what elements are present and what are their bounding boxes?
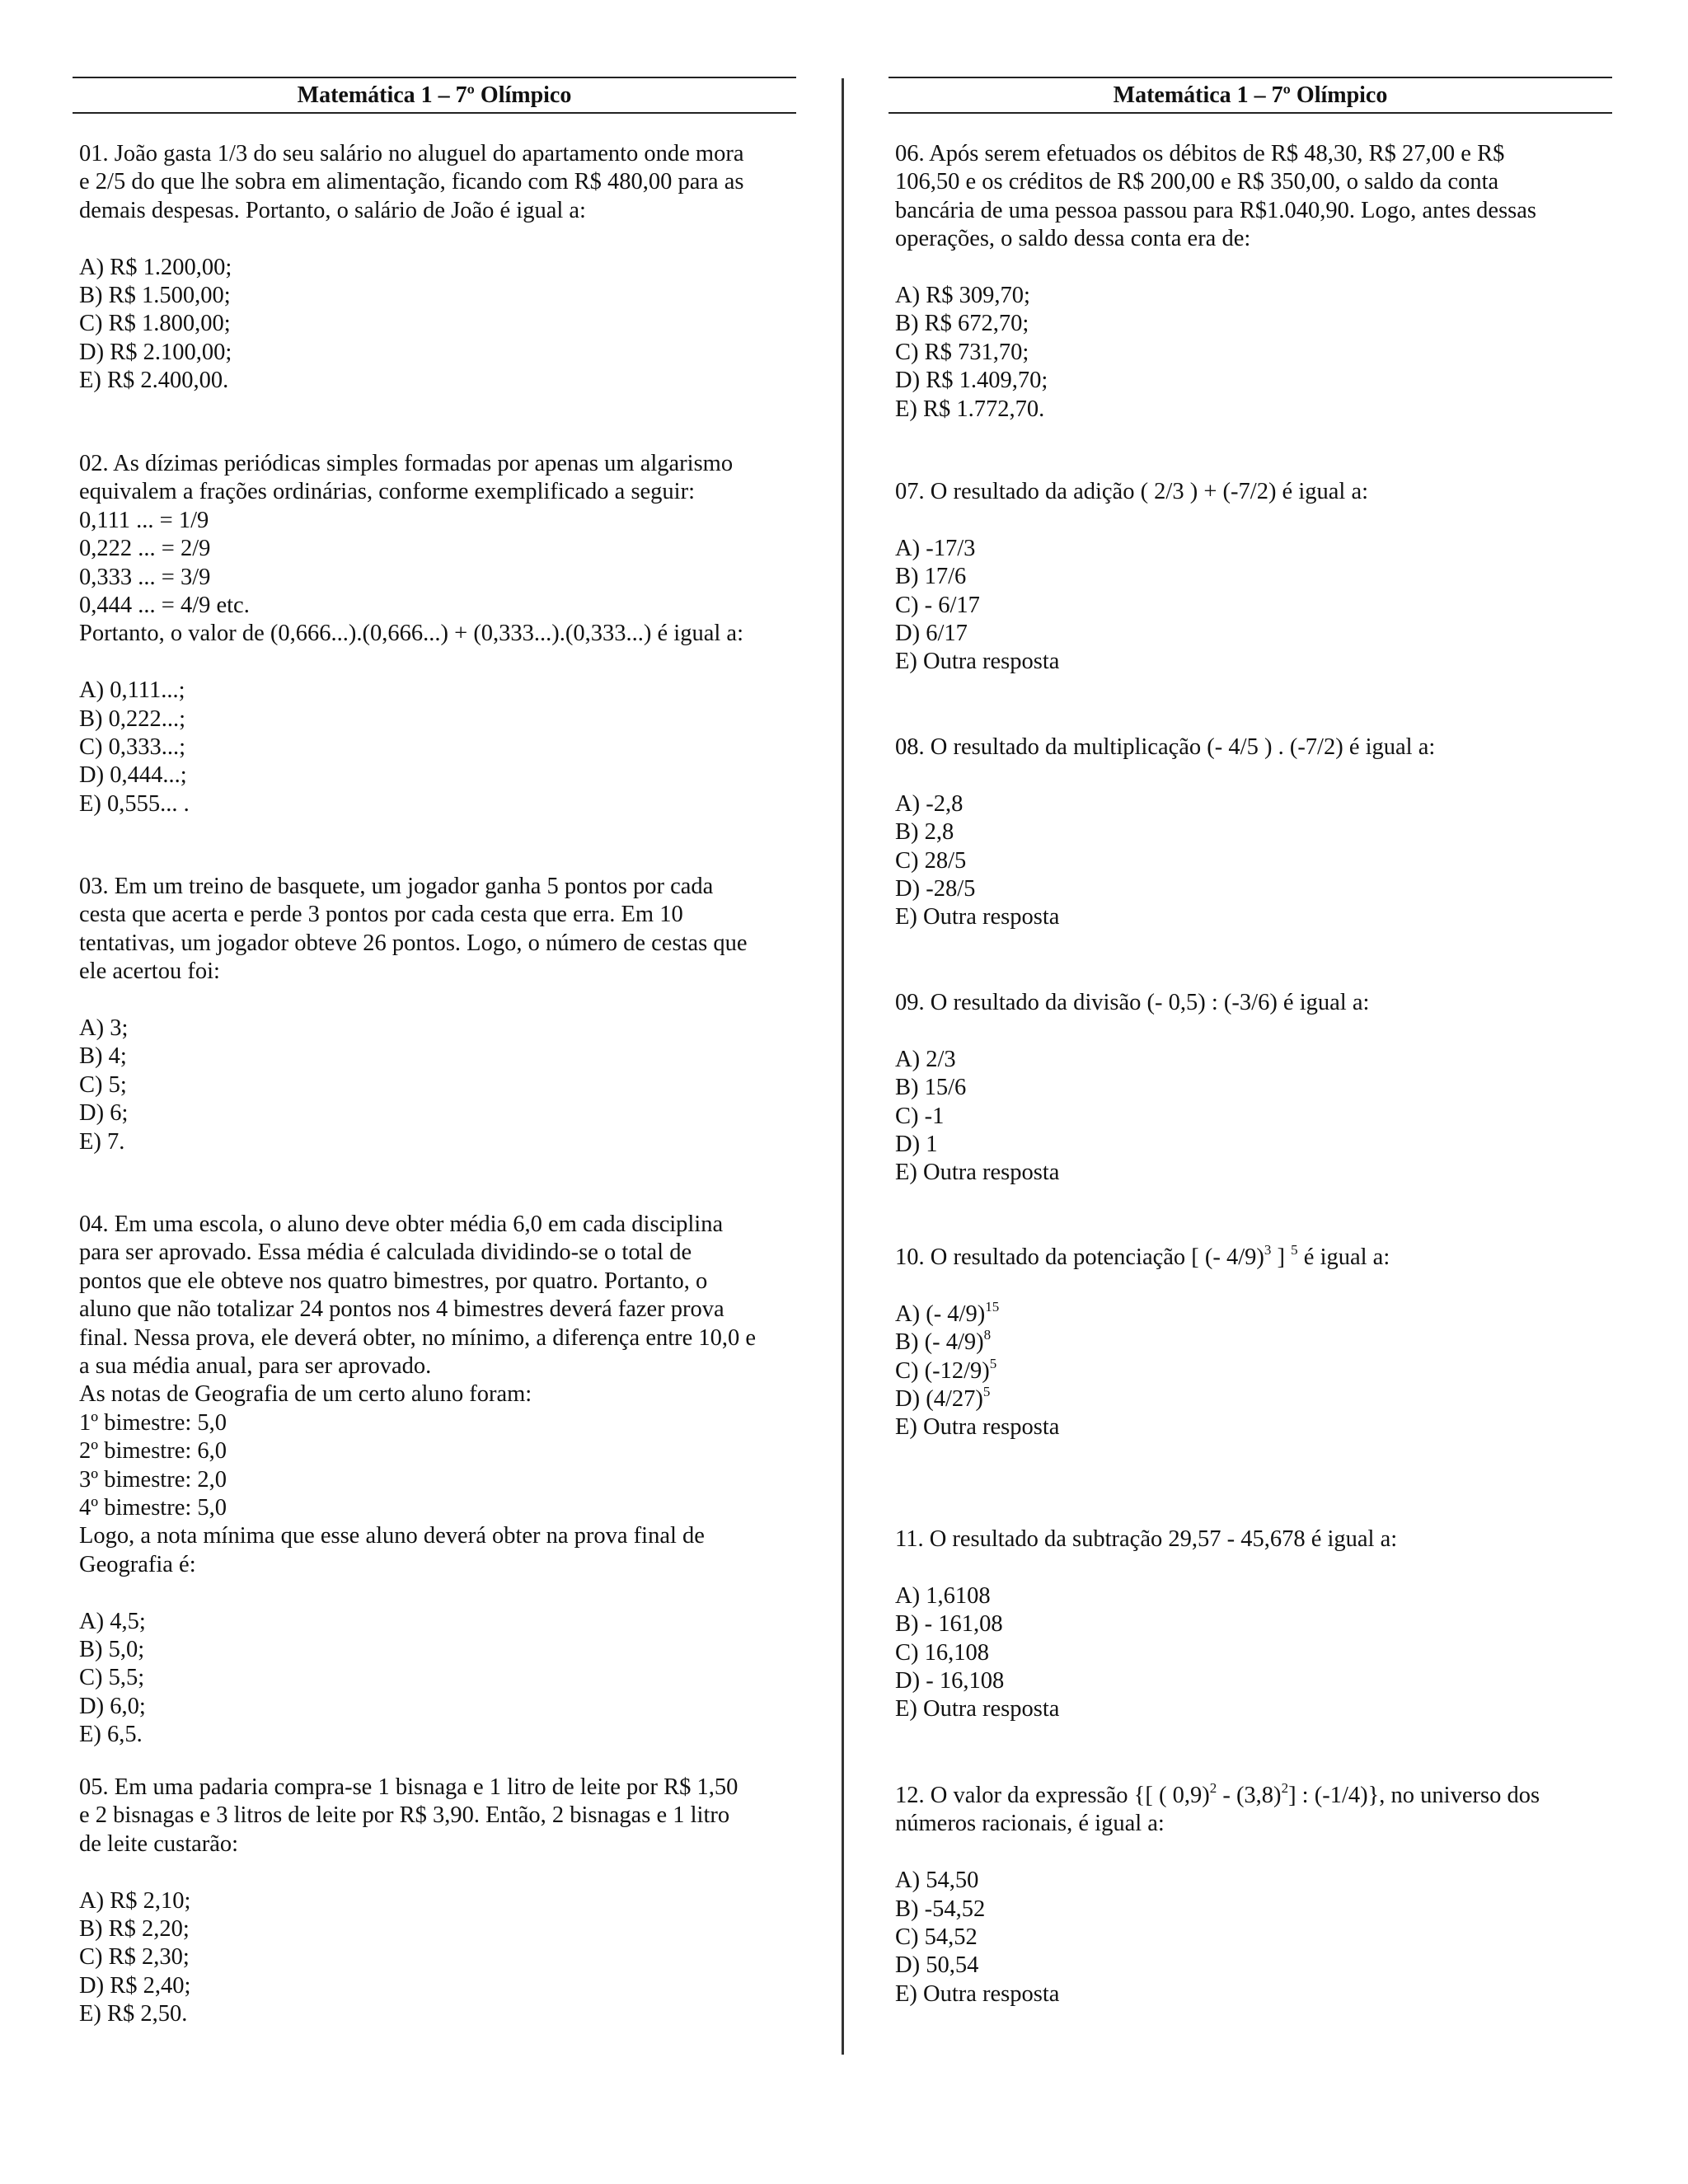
answer-option-a: A) 3; xyxy=(79,1015,129,1042)
answer-option-d: D) 6; xyxy=(79,1100,129,1127)
answer-option-b: B) (- 4/9)$^8$ xyxy=(895,1327,992,1356)
answer-option-d: D) -28/5 xyxy=(895,876,976,902)
question-stem-line: operações, o saldo dessa conta era de: xyxy=(895,226,1251,252)
question-stem: 11. O resultado da subtração 29,57 - 45,678 é igual a: xyxy=(895,1526,1398,1552)
answer-option-e: E) Outra resposta xyxy=(895,1696,1060,1722)
answer-options xyxy=(79,254,796,396)
answer-options xyxy=(895,1582,1612,1724)
answer-option-a: A) 2/3 xyxy=(895,1046,956,1072)
answer-option-c: C) 0,333...; xyxy=(79,734,186,761)
answer-options xyxy=(895,1046,1612,1188)
answer-option-b: B) R$ 1.500,00; xyxy=(79,283,231,309)
answer-option-a: A) R$ 2,10; xyxy=(79,1887,191,1914)
question-stem-line: 4º bimestre: 5,0 xyxy=(79,1495,227,1521)
answer-option-c: C) R$ 2,30; xyxy=(79,1944,190,1971)
answer-option-d: D) R$ 1.409,70; xyxy=(895,368,1048,394)
question-stem-line: pontos que ele obteve nos quatro bimestres, por quatro. Portanto, o xyxy=(79,1268,708,1294)
answer-option-a: A) (- 4/9)$^{15}$ xyxy=(895,1298,1000,1327)
question-stem-line: As notas de Geografia de um certo aluno foram: xyxy=(79,1381,532,1408)
answer-option-b: B) 15/6 xyxy=(895,1075,967,1101)
answer-option-a: A) R$ 309,70; xyxy=(895,283,1030,309)
question-stem: 12. O valor da expressão {[ ( $0,9)^2 - (3,8)^2$] : (-1/4)}, no universo dos xyxy=(895,1780,1540,1808)
answer-option-d: D) 0,444...; xyxy=(79,762,187,789)
question-stem-line: final. Nessa prova, ele deverá obter, no mínimo, a diferença entre 10,0 e xyxy=(79,1324,757,1351)
answer-option-b: B) - 161,08 xyxy=(895,1611,1003,1638)
answer-option-c: C) 54,52 xyxy=(895,1924,978,1951)
answer-option-a: A) -2,8 xyxy=(895,790,964,817)
page-header-left: Matemática 1 – 7º Olímpico xyxy=(73,77,796,114)
question-03 xyxy=(79,873,796,1156)
answer-option-c: C) R$ 1.800,00; xyxy=(79,311,231,337)
answer-option-c: C) $(-12/9)^5$ xyxy=(895,1355,997,1384)
answer-option-e: E) R$ 2,50. xyxy=(79,2001,188,2027)
answer-option-d: D) 6/17 xyxy=(895,621,968,647)
answer-option-d: D) 6,0; xyxy=(79,1693,146,1719)
answer-option-b: B) R$ 2,20; xyxy=(79,1916,190,1943)
question-stem-line: 2º bimestre: 6,0 xyxy=(79,1438,227,1465)
question-05 xyxy=(79,1774,796,2029)
answer-option-c: C) -1 xyxy=(895,1103,945,1129)
answer-option-b: B) -54,52 xyxy=(895,1896,986,1922)
answer-option-a: A) R$ 1.200,00; xyxy=(79,254,232,280)
question-stem: 07. O resultado da adição ( 2/3 ) + (-7/2) é igual a: xyxy=(895,479,1369,504)
column-divider xyxy=(842,78,844,2055)
question-stem-line: 0,333 ... = 3/9 xyxy=(79,564,211,590)
question-07 xyxy=(895,478,1612,677)
answer-option-b: B) 4; xyxy=(79,1043,127,1070)
question-08 xyxy=(895,733,1612,932)
answer-options xyxy=(79,1015,796,1156)
question-stem-line: Geografia é: xyxy=(79,1551,196,1577)
question-stem: 01. João gasta 1/3 do seu salário no aluguel do apartamento onde mora xyxy=(79,141,744,166)
question-stem-line: aluno que não totalizar 24 pontos nos 4 bimestres deverá fazer prova xyxy=(79,1296,724,1323)
question-stem-line: Portanto, o valor de (0,666...).(0,666...) + (0,333...).(0,333...) é igual a: xyxy=(79,621,743,647)
question-stem-line: 3º bimestre: 2,0 xyxy=(79,1466,227,1493)
question-stem-line-2: números racionais, é igual a: xyxy=(895,1811,1165,1837)
page-header-right: Matemática 1 – 7º Olímpico xyxy=(889,77,1612,114)
answer-option-c: C) 5,5; xyxy=(79,1665,145,1691)
question-09 xyxy=(895,989,1612,1188)
answer-options xyxy=(895,282,1612,424)
question-stem-line: Logo, a nota mínima que esse aluno deverá obter na prova final de xyxy=(79,1523,705,1549)
question-stem-line: 0,222 ... = 2/9 xyxy=(79,536,211,562)
question-stem: 03. Em um treino de basquete, um jogador ganha 5 pontos por cada xyxy=(79,874,714,899)
answer-option-e: E) Outra resposta xyxy=(895,1980,1060,2007)
right-column xyxy=(889,77,1612,2007)
answer-option-c: C) - 6/17 xyxy=(895,592,980,618)
answer-option-b: B) R$ 672,70; xyxy=(895,311,1029,337)
question-stem-line: de leite custarão: xyxy=(79,1830,239,1857)
answer-option-d: D) 1 xyxy=(895,1132,938,1158)
answer-option-e: E) Outra resposta xyxy=(895,1414,1060,1441)
question-stem: 02. As dízimas periódicas simples formadas por apenas um algarismo xyxy=(79,451,734,476)
question-10 xyxy=(895,1244,1612,1442)
answer-option-e: E) 6,5. xyxy=(79,1722,143,1748)
answer-option-b: B) 0,222...; xyxy=(79,705,186,732)
answer-option-a: A) 0,111...; xyxy=(79,677,185,704)
question-01 xyxy=(79,140,796,396)
question-stem: 09. O resultado da divisão (- 0,5) : (-3/6) é igual a: xyxy=(895,990,1370,1015)
answer-option-d: D) R$ 2.100,00; xyxy=(79,339,232,365)
answer-options xyxy=(79,1887,796,2029)
answer-option-c: C) R$ 731,70; xyxy=(895,339,1029,365)
question-stem-line: bancária de uma pessoa passou para R$1.040,90. Logo, antes dessas xyxy=(895,197,1537,223)
question-stem-line: para ser aprovado. Essa média é calculada dividindo-se o total de xyxy=(79,1240,692,1266)
answer-option-e: E) R$ 2.400,00. xyxy=(79,368,229,394)
question-stem-line: demais despesas. Portanto, o salário de João é igual a: xyxy=(79,197,586,223)
answer-option-a: A) 54,50 xyxy=(895,1868,979,1894)
answer-option-e: E) 0,555... . xyxy=(79,790,190,817)
answer-option-c: C) 28/5 xyxy=(895,847,967,874)
question-04 xyxy=(79,1211,796,1750)
answer-option-c: C) 16,108 xyxy=(895,1639,989,1666)
answer-options xyxy=(895,1298,1612,1442)
answer-option-b: B) 2,8 xyxy=(895,819,954,846)
answer-options xyxy=(895,790,1612,932)
question-stem-line: 106,50 e os créditos de R$ 200,00 e R$ 350,00, o saldo da conta xyxy=(895,169,1499,195)
answer-options xyxy=(895,535,1612,677)
question-stem: 06. Após serem efetuados os débitos de R$ 48,30, R$ 27,00 e R$ xyxy=(895,141,1505,166)
answer-option-a: A) -17/3 xyxy=(895,535,976,561)
answer-option-b: B) 17/6 xyxy=(895,564,967,590)
question-stem-line: a sua média anual, para ser aprovado. xyxy=(79,1353,432,1380)
question-stem-line: e 2/5 do que lhe sobra em alimentação, ficando com R$ 480,00 para as xyxy=(79,169,744,195)
question-stem: 04. Em uma escola, o aluno deve obter média 6,0 em cada disciplina xyxy=(79,1212,724,1237)
answer-option-a: A) 1,6108 xyxy=(895,1582,991,1609)
question-stem: 05. Em uma padaria compra-se 1 bisnaga e 1 litro de leite por R$ 1,50 xyxy=(79,1774,738,1800)
answer-option-e: E) 7. xyxy=(79,1128,125,1155)
left-column xyxy=(73,77,796,2027)
question-stem: 08. O resultado da multiplicação (- 4/5 ) . (-7/2) é igual a: xyxy=(895,734,1436,760)
question-stem-line: e 2 bisnagas e 3 litros de leite por R$ 3,90. Então, 2 bisnagas e 1 litro xyxy=(79,1802,730,1829)
question-02 xyxy=(79,450,796,818)
question-11 xyxy=(895,1526,1612,1724)
answer-option-a: A) 4,5; xyxy=(79,1608,146,1634)
answer-options xyxy=(79,677,796,818)
answer-option-d: D) 50,54 xyxy=(895,1952,979,1979)
answer-options xyxy=(79,1608,796,1750)
answer-option-e: E) Outra resposta xyxy=(895,904,1060,930)
question-stem-line: cesta que acerta e perde 3 pontos por cada cesta que erra. Em 10 xyxy=(79,902,683,928)
question-stem-line: ele acertou foi: xyxy=(79,958,220,985)
answer-option-b: B) 5,0; xyxy=(79,1637,145,1663)
question-stem-line: 1º bimestre: 5,0 xyxy=(79,1409,227,1436)
question-06 xyxy=(895,140,1612,424)
answer-options xyxy=(895,1867,1612,2008)
answer-option-e: E) Outra resposta xyxy=(895,649,1060,675)
question-stem-line: equivalem a frações ordinárias, conforme exemplificado a seguir: xyxy=(79,479,696,505)
answer-option-d: D) - 16,108 xyxy=(895,1668,1005,1694)
question-stem-line: 0,444 ... = 4/9 etc. xyxy=(79,593,250,619)
answer-option-e: E) Outra resposta xyxy=(895,1160,1060,1186)
answer-option-d: D) R$ 2,40; xyxy=(79,1972,191,1999)
question-stem-line: 0,111 ... = 1/9 xyxy=(79,507,209,533)
answer-option-e: E) R$ 1.772,70. xyxy=(895,396,1045,422)
answer-option-d: D) $(4/27)^5$ xyxy=(895,1384,991,1413)
answer-option-c: C) 5; xyxy=(79,1071,127,1098)
question-stem: 10. O resultado da potenciação [ (- 4/9)$^3$ ] $^5$ é igual a: xyxy=(895,1242,1390,1270)
question-stem-line: tentativas, um jogador obteve 26 pontos. Logo, o número de cestas que xyxy=(79,930,748,956)
question-12 xyxy=(895,1782,1612,2008)
